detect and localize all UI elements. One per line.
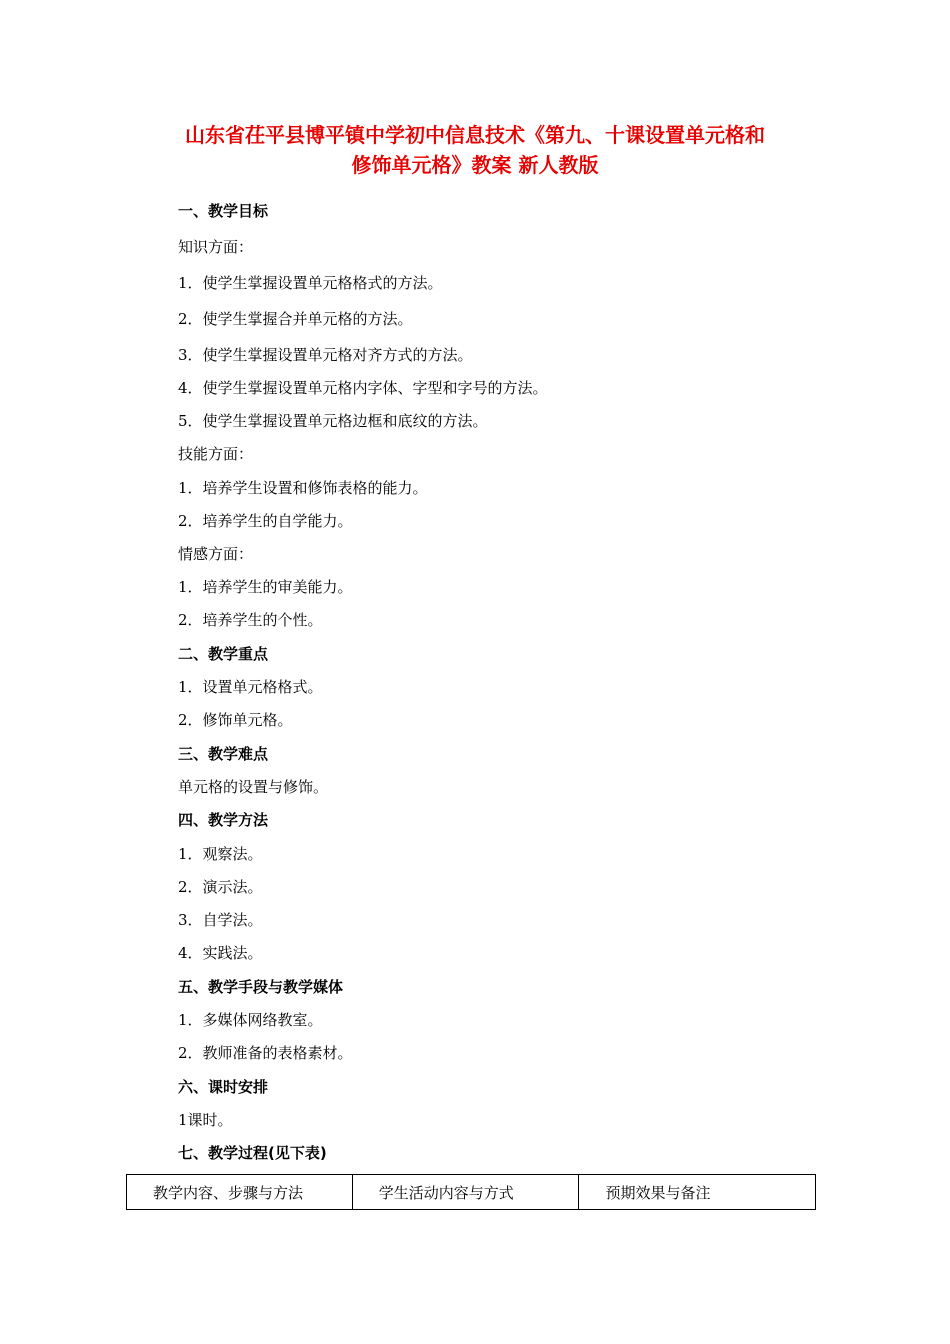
- table-header-cell: 预期效果与备注: [579, 1175, 816, 1210]
- list-item: 1课时。: [178, 1111, 233, 1129]
- list-item: 2．培养学生的自学能力。: [178, 512, 353, 530]
- list-item: 2．教师准备的表格素材。: [178, 1044, 353, 1062]
- subheading-skill: 技能方面：: [178, 445, 254, 463]
- list-item: 4．使学生掌握设置单元格内字体、字型和字号的方法。: [178, 379, 548, 397]
- section-heading-media: 五、教学手段与教学媒体: [178, 978, 344, 996]
- subheading-emotion: 情感方面：: [178, 545, 254, 563]
- list-item: 1．多媒体网络教室。: [178, 1011, 323, 1029]
- list-item: 2．演示法。: [178, 878, 263, 896]
- list-item: 2．使学生掌握合并单元格的方法。: [178, 310, 413, 328]
- list-item: 4．实践法。: [178, 944, 263, 962]
- section-heading-key-points: 二、教学重点: [178, 645, 269, 663]
- section-heading-process: 七、教学过程(见下表): [178, 1144, 327, 1162]
- subheading-knowledge: 知识方面：: [178, 238, 254, 256]
- list-item: 3．自学法。: [178, 911, 263, 929]
- list-item: 单元格的设置与修饰。: [178, 778, 329, 796]
- table-header-cell: 学生活动内容与方式: [352, 1175, 579, 1210]
- table-header-row: [127, 1175, 816, 1210]
- section-heading-difficulties: 三、教学难点: [178, 745, 269, 763]
- table-header-cell: 教学内容、步骤与方法: [127, 1175, 353, 1210]
- document-title: [120, 120, 830, 180]
- list-item: 1．观察法。: [178, 845, 263, 863]
- section-heading-methods: 四、教学方法: [178, 811, 269, 829]
- list-item: 1．培养学生的审美能力。: [178, 578, 353, 596]
- list-item: 2．修饰单元格。: [178, 711, 293, 729]
- list-item: 5．使学生掌握设置单元格边框和底纹的方法。: [178, 412, 488, 430]
- list-item: 3．使学生掌握设置单元格对齐方式的方法。: [178, 346, 473, 364]
- title-line-2: 修饰单元格》教案 新人教版: [351, 153, 599, 177]
- list-item: 2．培养学生的个性。: [178, 611, 323, 629]
- list-item: 1．使学生掌握设置单元格格式的方法。: [178, 274, 443, 292]
- section-heading-schedule: 六、课时安排: [178, 1078, 269, 1096]
- teaching-process-table: [126, 1174, 816, 1210]
- title-line-1: 山东省茌平县博平镇中学初中信息技术《第九、十课设置单元格和: [185, 123, 765, 147]
- list-item: 1．培养学生设置和修饰表格的能力。: [178, 479, 428, 497]
- list-item: 1．设置单元格格式。: [178, 678, 323, 696]
- section-heading-objectives: 一、教学目标: [178, 202, 269, 220]
